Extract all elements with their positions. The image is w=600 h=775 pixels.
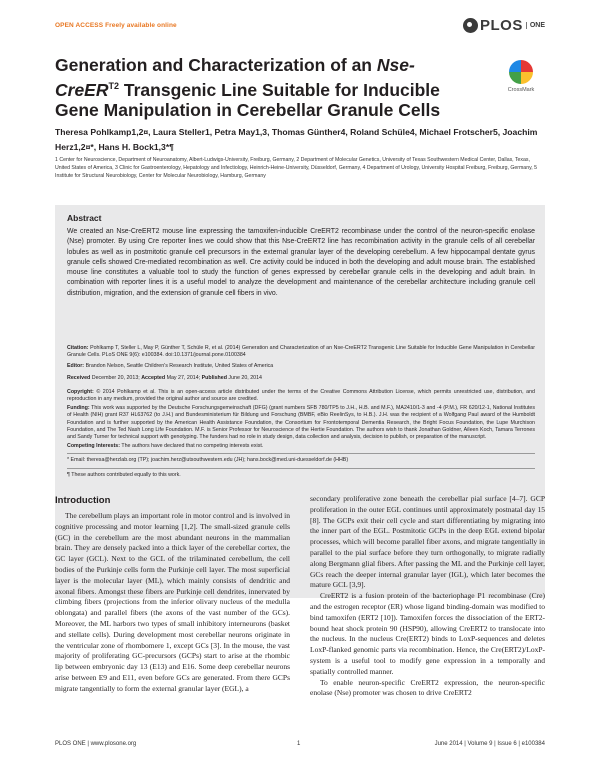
funding-label: Funding:: [67, 405, 90, 411]
copyright-label: Copyright:: [67, 389, 94, 395]
intro-heading: Introduction: [55, 495, 111, 506]
abstract-heading: Abstract: [67, 213, 102, 223]
footer-journal[interactable]: PLOS ONE | www.plosone.org: [55, 741, 137, 747]
equal-contrib: ¶ These authors contributed equally to this work.: [67, 472, 181, 478]
crossmark-label: CrossMark: [507, 87, 535, 93]
header-bar: [55, 13, 545, 35]
published-date: June 20, 2014: [228, 375, 262, 381]
author-list: Theresa Pohlkamp1,2¤, Laura Steller1, Petra May1,3, Thomas Günther4, Roland Schüle4, Michael Frotscher5, Joachim Herz1,2¤*, Hans H. Bock1,3*¶: [55, 127, 538, 152]
editor-text: Brandon Nelson, Seattle Children's Research Institute, United States of America: [85, 363, 274, 369]
footer-issue: June 2014 | Volume 9 | Issue 6 | e100384: [434, 741, 545, 747]
crossmark-icon: [509, 60, 533, 84]
open-access-label: [55, 22, 177, 29]
plos-logo[interactable]: [463, 17, 545, 34]
intro-paragraph: The cerebellum plays an important role in motor control and is involved in cognitive processing and motor learning [1,2]. The small-sized granule cells (GC) in the cerebellum are the most abundant neurons in the mammalian brain. They are densely packed into a thick layer of the cerebellar cortex, the GC layer (GCL). Next to the GCL of the trilaminated cerebellum, the cell bodies of the Purkinje cells form the Purkinje cell layer. The most superficial layer is the molecular layer (ML), which mainly consists of dendritic and axonal fibers. Amongst these fibers are Purkinje cell dendrites, innervated by climbing fibers (projections from the inferior olivary nucleus of the medulla oblongata) and parallel fibers (the axons of the vast number of the GCs). Moreover, the ML harbors two types of small inhibitory interneurons (basket and stellate cells). During development most cerebellar neurons originate in the ventricular zone of rhombomere 1, except GCs [3]. In the mouse, the vast majority of proliferating GC-precursors (GCPs) start to arise at the rhombic lip between embryonic day 13 (E13) and E16. Some deep cerebellar neurons arise between E9 and E11, even before GCs are generated. From there GCPs migrate tangentially to form the external granular layer (EGL), a: [55, 511, 290, 693]
intro-paragraph: secondary proliferative zone beneath the cerebellar pial surface [4–7]. GCP proliferation in the outer EGL continues until approximately postnatal day 15 [8]. The GCPs exit their cell cycle and start differentiating by migrating into the inner part of the EGL. Postmitotic GCPs in the deep EGL extend bipolar processes, which will become parallel fiber axons, and migrate tangentially in parallel to the pial surface before they turn orthogonally, to migrate radially along Bergmann glial fibers. After passing the ML and the Purkinje cell layer, GCs reach the deeper internal granular layer (IGL), which later becomes the mature GCL [3,9].: [310, 494, 545, 590]
competing-label: Competing Interests:: [67, 443, 120, 449]
copyright-block: [67, 389, 535, 404]
competing-block: [67, 443, 535, 450]
title-italic: Nse-CreER: [55, 55, 415, 100]
divider: [67, 468, 535, 469]
published-label: Published: [201, 375, 227, 381]
title-sup: T2: [108, 80, 120, 91]
left-column: [55, 511, 290, 695]
email-line: * Email: theresa@herzlab.org (TP); joachim.herz@utsouthwestern.edu (JH); hans.bock@med.uni-duesseldorf.de (HHB): [67, 457, 349, 463]
funding-block: [67, 405, 535, 441]
article-title: [55, 55, 475, 120]
accepted-date: May 27, 2014;: [166, 375, 201, 381]
plos-brand: PLOS: [479, 17, 523, 34]
editor-label: Editor:: [67, 363, 85, 369]
title-part2: Transgenic Line Suitable for Inducible Gene Manipulation in Cerebellar Granule Cells: [55, 79, 441, 120]
intro-paragraph: To enable neuron-specific CreERT2 expression, the neuron-specific enolase (Nse) promoter was chosen to drive CreERT2: [310, 677, 545, 698]
citation-text: Pohlkamp T, Steller L, May P, Günther T, Schüle R, et al. (2014) Generation and Characterization of an Nse-CreERT2 Transgenic Line Suitable for Inducible Gene Manipulation in Cerebellar Granule Cells. PLoS ONE 9(6): e100384. doi:10.1371/journal.pone.0100384: [67, 345, 535, 359]
citation-block: [67, 345, 535, 360]
funding-text: This work was supported by the Deutsche Forschungsgemeinschaft (DFG) (grant numbers SFB 780/TP5 to J.H., H.B. and M.F.), MA2410/1-3 and -4 (P.M.), FR 620/12-1, National Institutes of Health (NIH) grant R37 HL63762 (to J.H.) and Bundesministerium für Bildung und Forschung (BMBF, eBio ReelinSys, to H.B.). J.H. was the recipient of a Wolfgang Paul award of the Humboldt Foundation and is further supported by the American Health Assistance Foundation, the Consortium for Frontotemporal Dementia Research, the Bright Focus Foundation, the Lupe Murchison Foundation, and The Ted Nash Long Life Foundation. M.F. is Senior Professor for Neuroscience of the Hertie Foundation. The authors wish to thank Jonathan Goldner, Aileen Koch, Tamara Terrones and Sandy Turner for technical support with genotyping. The funders had no role in study design, data collection and analysis, decision to publish, or preparation of the manuscript.: [67, 405, 535, 441]
accepted-label: Accepted: [141, 375, 166, 381]
divider: [67, 453, 535, 454]
crossmark-badge[interactable]: [500, 60, 542, 93]
plos-circle-icon: [463, 18, 478, 33]
citation-label: Citation:: [67, 345, 89, 351]
open-access-text: OPEN ACCESS Freely available online: [55, 22, 177, 29]
title-part1: Generation and Characterization of an: [55, 55, 377, 75]
copyright-text: © 2014 Pohlkamp et al. This is an open-access article distributed under the terms of the Creative Commons Attribution License, which permits unrestricted use, distribution, and reproduction in any medium, provided the original author and source are credited.: [67, 389, 535, 403]
editor-block: [67, 363, 535, 370]
received-date: December 20, 2013;: [91, 375, 140, 381]
plos-one-label: ONE: [526, 22, 545, 29]
competing-text: The authors have declared that no competing interests exist.: [121, 443, 264, 449]
affiliations: 1 Center for Neuroscience, Department of Neuroanatomy, Albert-Ludwigs-University, Freiburg, Germany, 2 Department of Molecular Genetics, University of Texas Southwestern Medical Center, Dallas, Texas, United States of America, 3 Clinic for Gastroenterology, Hepatology and Infectiology, Heinrich-Heine-University, Düsseldorf, Germany, 4 Department of Urology, University Hospital Freiburg, Freiburg, Germany, 5 Institute for Structural Neurobiology, Center for Molecular Neurobiology, Hamburg, Germany: [55, 157, 538, 180]
footer-page-number: 1: [297, 741, 301, 747]
intro-paragraph: CreERT2 is a fusion protein of the bacteriophage P1 recombinase (Cre) and the estrogen receptor (ER) whose ligand binding-domain was modified to bind tamoxifen (ERT2 [10]). Tamoxifen forces the dissociation of the ERT2-bound heat shock protein 90 (HSP90), allowing CreERT2 to translocate into the nucleus. In the nucleus Cre(ERT2) binds to LoxP-sequences and deletes LoxP-flanked genomic parts via recombination. Hence, the Cre(ERT2)/LoxP-system is a useful tool to modify gene expression in a temporally and spatially controlled manner.: [310, 591, 545, 676]
received-label: Received: [67, 375, 91, 381]
abstract-text: We created an Nse-CreERT2 mouse line expressing the tamoxifen-inducible CreERT2 recombinase under the control of the neuron-specific enolase (Nse) promoter. By using Cre reporter lines we could show that this Nse-CreERT2 line has recombination activity in the granule cells of all cerebellar lobules as well as in postmitotic granule cell precursors in the external granular layer of the developing cerebellum. A few hippocampal dentate gyrus granule cells showed Cre-mediated recombination as well. Cre activity could be induced in both the developing and adult mouse brain. The established mouse line constitutes a valuable tool to study the function of genes expressed by cerebellar granule cells in the developing and adult brain. In combination with reporter lines it is a useful model to analyze the development and maintenance of the cerebellar architecture including granule cell distribution, migration, and the extension of granule cell fibers in vivo.: [67, 228, 535, 297]
right-column: [310, 494, 545, 699]
dates-block: [67, 375, 535, 382]
